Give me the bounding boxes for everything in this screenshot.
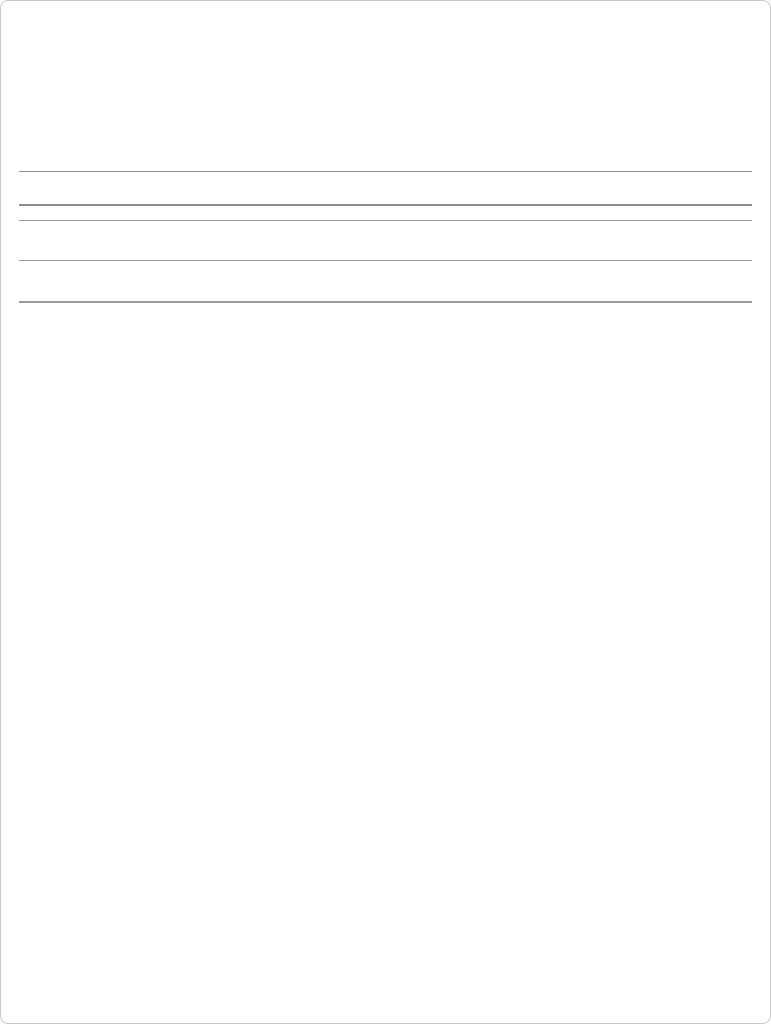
profiles-header-row bbox=[19, 221, 752, 261]
servings-per-container-row bbox=[19, 132, 752, 155]
brand-block bbox=[19, 1, 224, 35]
header-section bbox=[19, 1, 752, 101]
nutrition-table-header bbox=[19, 172, 752, 206]
serving-size-row bbox=[19, 109, 752, 132]
divider bbox=[19, 301, 752, 303]
